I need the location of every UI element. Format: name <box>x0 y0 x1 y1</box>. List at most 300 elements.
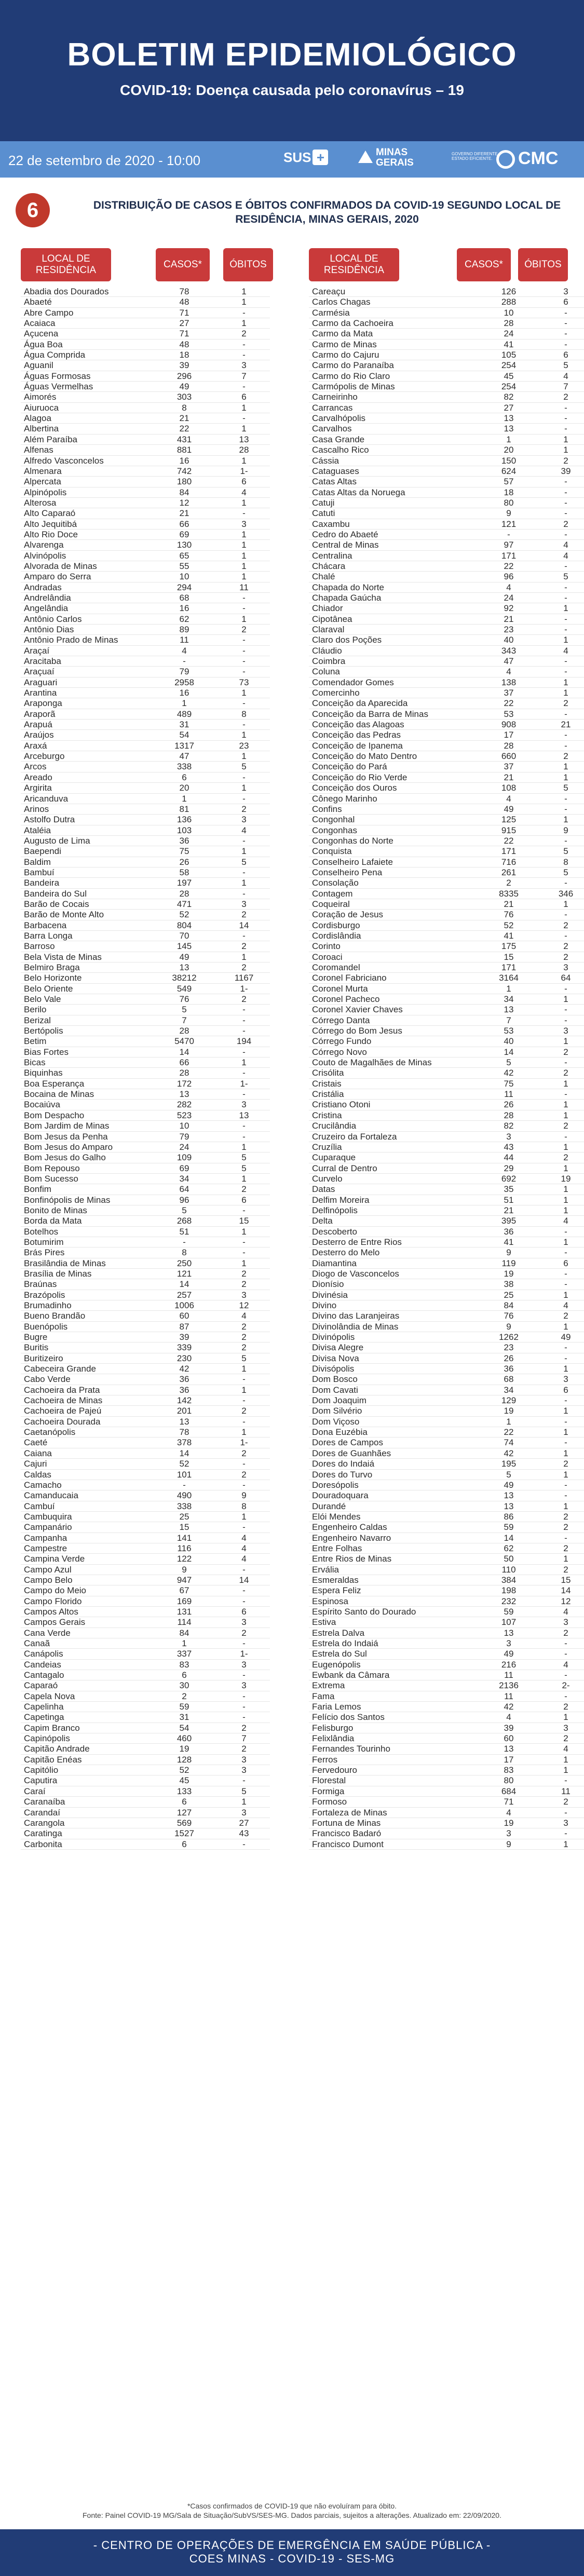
table-row <box>21 688 270 698</box>
cases-count: 65 <box>179 550 189 561</box>
cases-count: 13 <box>504 1490 514 1501</box>
table-row <box>21 1068 270 1078</box>
table-row <box>21 424 270 434</box>
deaths-count: - <box>242 1131 246 1142</box>
municipality-name: Coimbra <box>312 656 346 667</box>
deaths-count: 2 <box>241 1268 247 1279</box>
table-row <box>21 1427 270 1438</box>
cmc-label: CMC <box>518 148 559 168</box>
cases-count: 7 <box>506 1015 511 1025</box>
table-row <box>21 941 270 952</box>
deaths-count: 1- <box>240 983 248 994</box>
deaths-count: 4 <box>241 487 247 497</box>
cases-count: 34 <box>504 1385 514 1395</box>
cases-count: 76 <box>504 1311 514 1321</box>
table-row <box>309 1554 584 1564</box>
cases-count: 51 <box>179 1226 189 1237</box>
municipality-name: Alvinópolis <box>24 550 66 561</box>
table-row <box>309 318 584 329</box>
cases-count: 92 <box>504 603 514 614</box>
cases-count: 4 <box>506 1712 511 1723</box>
deaths-count: 2 <box>563 1733 568 1744</box>
table-row <box>309 1068 584 1078</box>
table-row <box>21 1565 270 1575</box>
cases-count: 145 <box>176 941 192 952</box>
table-row <box>309 1121 584 1131</box>
deaths-count: - <box>564 983 567 994</box>
municipality-name: Campos Gerais <box>24 1617 86 1628</box>
table-row <box>21 1163 270 1174</box>
deaths-count: - <box>242 1047 246 1057</box>
table-row <box>309 530 584 540</box>
deaths-count: 49 <box>561 1332 571 1343</box>
cases-count: 6 <box>182 772 187 782</box>
deaths-count: - <box>564 1089 567 1100</box>
deaths-count: 3 <box>241 1617 247 1628</box>
cases-count: 19 <box>504 1818 514 1828</box>
deaths-count: 3 <box>563 962 568 972</box>
deaths-count: 2 <box>563 1047 568 1057</box>
table-row <box>309 498 584 508</box>
table-row <box>309 1533 584 1543</box>
table-row <box>309 688 584 698</box>
table-row <box>309 867 584 878</box>
municipality-name: Espera Feliz <box>312 1585 361 1596</box>
municipality-name: Diamantina <box>312 1258 357 1268</box>
table-row <box>309 709 584 720</box>
municipality-name: Carmo do Rio Claro <box>312 371 390 381</box>
table-row <box>21 287 270 297</box>
municipality-name: Dom Viçoso <box>312 1416 360 1427</box>
deaths-count: - <box>564 487 567 497</box>
municipality-name: Florestal <box>312 1775 346 1786</box>
table-row <box>21 1132 270 1142</box>
table-row <box>21 867 270 878</box>
table-row <box>21 1026 270 1036</box>
deaths-count: 1 <box>563 994 568 1005</box>
deaths-count: 1 <box>241 688 247 698</box>
cases-count: 14 <box>504 1533 514 1543</box>
deaths-count: 1 <box>241 1142 247 1152</box>
municipality-name: Cachoeira de Pajeú <box>24 1406 102 1416</box>
cases-count: 150 <box>501 455 517 466</box>
table-row <box>309 1205 584 1216</box>
municipality-name: Campina Verde <box>24 1554 85 1564</box>
deaths-count: 3 <box>563 1723 568 1733</box>
cases-count: 13 <box>504 413 514 424</box>
municipality-name: Faria Lemos <box>312 1702 361 1712</box>
deaths-count: - <box>564 1015 567 1025</box>
table-row <box>309 1638 584 1649</box>
deaths-count: 2 <box>563 1068 568 1078</box>
municipality-name: Alto Caparaó <box>24 508 76 519</box>
deaths-count: 11 <box>239 582 249 592</box>
table-row <box>21 530 270 540</box>
cases-count: 180 <box>176 477 192 487</box>
municipality-name: Formoso <box>312 1797 347 1807</box>
table-row <box>309 1797 584 1807</box>
deaths-count: 1 <box>241 318 247 329</box>
municipality-name: Carmésia <box>312 307 350 318</box>
deaths-count: - <box>242 1237 246 1247</box>
cases-count: 5 <box>182 1205 187 1215</box>
municipality-name: Dom Joaquim <box>312 1395 366 1406</box>
cases-count: 30 <box>179 1680 189 1691</box>
municipality-name: Buritis <box>24 1343 49 1353</box>
deaths-count: - <box>242 339 246 349</box>
cases-count: 254 <box>501 360 517 371</box>
deaths-count: 3 <box>563 1374 568 1385</box>
deaths-count: 194 <box>236 1036 252 1047</box>
municipality-name: Belo Vale <box>24 994 61 1005</box>
deaths-count: 2 <box>563 751 568 762</box>
deaths-count: - <box>242 413 246 424</box>
municipality-name: Cana Verde <box>24 1628 71 1638</box>
cases-count: 4 <box>506 582 511 592</box>
municipality-name: Dores do Indaiá <box>312 1459 375 1469</box>
table-row <box>309 1237 584 1248</box>
cases-count: 108 <box>501 783 517 793</box>
deaths-count: 1 <box>241 424 247 434</box>
cases-count: - <box>183 1480 186 1490</box>
municipality-name: Abadia dos Dourados <box>24 287 109 296</box>
cases-count: 82 <box>504 1121 514 1131</box>
deaths-count: 2 <box>563 941 568 952</box>
deaths-count: 15 <box>561 1575 571 1585</box>
municipality-name: Dores de Campos <box>312 1438 384 1448</box>
table-row <box>21 667 270 677</box>
cases-count: 43 <box>504 1142 514 1152</box>
deaths-count: 2 <box>563 1702 568 1712</box>
municipality-name: Alto Jequitibá <box>24 519 77 529</box>
deaths-count: 4 <box>241 1533 247 1543</box>
table-row <box>21 772 270 783</box>
cases-count: 19 <box>504 1406 514 1416</box>
municipality-name: Estrela Dalva <box>312 1628 365 1638</box>
deaths-count: - <box>242 1068 246 1078</box>
table-row <box>309 1174 584 1184</box>
cases-count: 34 <box>504 994 514 1005</box>
cases-count: 22 <box>504 835 514 846</box>
municipality-name: Datas <box>312 1184 335 1195</box>
table-row <box>309 1269 584 1279</box>
deaths-count: 7 <box>241 1733 247 1744</box>
header-banner <box>0 0 584 141</box>
municipality-name: Antônio Dias <box>24 625 74 634</box>
cases-count: 51 <box>504 1195 514 1205</box>
deaths-count: - <box>564 1343 567 1353</box>
municipality-name: Capetinga <box>24 1712 64 1723</box>
cases-count: 133 <box>176 1786 192 1796</box>
municipality-name: Conselheiro Lafaiete <box>312 857 393 867</box>
municipality-name: Centralina <box>312 550 352 561</box>
deaths-count: 4 <box>241 1543 247 1553</box>
municipality-name: Curvelo <box>312 1173 343 1184</box>
municipality-name: Comendador Gomes <box>312 677 394 687</box>
cases-count: 21 <box>179 413 189 424</box>
cases-count: 195 <box>501 1459 517 1469</box>
cases-count: 27 <box>504 402 514 413</box>
municipality-name: Albertina <box>24 424 59 434</box>
municipality-name: Cruzília <box>312 1142 342 1152</box>
table-row <box>309 1596 584 1607</box>
municipality-name: Além Paraíba <box>24 434 77 444</box>
table-row <box>309 794 584 804</box>
municipality-name: Catuti <box>312 508 335 519</box>
cases-count: 80 <box>504 497 514 508</box>
cases-count: 49 <box>504 804 514 814</box>
deaths-count: 5 <box>241 857 247 867</box>
cases-count: 52 <box>179 1459 189 1469</box>
cases-count: 742 <box>176 466 192 476</box>
municipality-name: Congonhas do Norte <box>312 835 393 846</box>
table-row <box>21 677 270 688</box>
deaths-count: - <box>242 698 246 709</box>
deaths-count: 1 <box>563 1469 568 1480</box>
deaths-count: 1 <box>241 1511 247 1522</box>
table-row <box>21 1269 270 1279</box>
cases-count: 254 <box>501 382 517 392</box>
table-row <box>21 456 270 466</box>
cases-count: 28 <box>179 888 189 899</box>
cases-count: 71 <box>179 329 189 339</box>
cases-count: 294 <box>176 582 192 592</box>
table-row <box>309 1438 584 1448</box>
deaths-count: - <box>242 508 246 519</box>
deaths-count: 1 <box>241 455 247 466</box>
table-row <box>309 1258 584 1269</box>
municipality-name: Cônego Marinho <box>312 793 377 804</box>
municipality-name: Dores de Guanhães <box>312 1448 391 1458</box>
municipality-name: Bom Repouso <box>24 1163 80 1173</box>
cases-count: 29 <box>504 1163 514 1173</box>
table-row <box>309 730 584 740</box>
table-row <box>309 1290 584 1300</box>
table-row <box>309 540 584 550</box>
cases-count: 96 <box>504 572 514 582</box>
deaths-count: 2 <box>563 920 568 930</box>
deaths-count: 1 <box>563 1364 568 1374</box>
table-row <box>21 730 270 740</box>
deaths-count: 4 <box>241 1554 247 1564</box>
municipality-name: Cuparaque <box>312 1153 356 1163</box>
municipality-name: Botumirim <box>24 1237 64 1247</box>
deaths-count: 9 <box>241 1490 247 1501</box>
deaths-count: - <box>564 730 567 740</box>
cases-count: 130 <box>176 540 192 550</box>
cases-count: 489 <box>176 709 192 719</box>
municipality-name: Diogo de Vasconcelos <box>312 1268 399 1279</box>
cases-count: 24 <box>504 592 514 603</box>
deaths-count: 3 <box>241 519 247 529</box>
table-row <box>21 1227 270 1237</box>
table-row <box>21 1100 270 1110</box>
deaths-count: 5 <box>563 846 568 857</box>
table-row <box>21 836 270 846</box>
triangle-icon <box>358 151 373 163</box>
municipality-name: Coronel Fabriciano <box>312 973 387 983</box>
municipality-name: Campo Florido <box>24 1596 82 1606</box>
municipality-name: Angelândia <box>24 603 69 614</box>
table-row <box>309 392 584 402</box>
cases-count: 338 <box>176 1501 192 1511</box>
municipality-name: Coqueiral <box>312 899 350 909</box>
table-row <box>309 920 584 931</box>
cases-count: 22 <box>504 698 514 709</box>
municipality-name: Fortuna de Minas <box>312 1818 381 1828</box>
deaths-count: 1 <box>563 677 568 687</box>
deaths-count: 2 <box>563 392 568 402</box>
cases-count: 119 <box>501 1258 516 1268</box>
cases-count: 257 <box>176 1290 192 1300</box>
municipality-name: Felixlândia <box>312 1733 355 1744</box>
municipality-name: Brasília de Minas <box>24 1268 92 1279</box>
municipality-name: Fortaleza de Minas <box>312 1807 387 1818</box>
cmc-logo <box>496 148 558 169</box>
table-row <box>309 1733 584 1744</box>
municipality-name: Capitólio <box>24 1765 59 1775</box>
deaths-count: - <box>564 1807 567 1818</box>
cases-count: 21 <box>504 614 514 624</box>
table-row <box>21 1733 270 1744</box>
municipality-table-right <box>309 287 584 1850</box>
table-row <box>309 487 584 498</box>
deaths-count: - <box>242 1564 246 1575</box>
table-row <box>309 762 584 772</box>
col-header-casos-right: CASOS* <box>457 248 511 281</box>
cases-count: 42 <box>504 1448 514 1458</box>
table-row <box>21 1300 270 1311</box>
table-row <box>21 1290 270 1300</box>
plus-icon: + <box>313 150 328 165</box>
cases-count: 78 <box>179 1427 189 1438</box>
municipality-name: Divinésia <box>312 1290 348 1300</box>
municipality-name: Córrego do Bom Jesus <box>312 1026 402 1036</box>
municipality-name: Antônio Carlos <box>24 614 82 624</box>
deaths-count: - <box>242 667 246 677</box>
deaths-count: - <box>564 1353 567 1363</box>
cases-count: 42 <box>179 1364 189 1374</box>
sus-logo <box>283 150 328 166</box>
table-row <box>309 1227 584 1237</box>
table-row <box>21 1089 270 1100</box>
table-row <box>21 1374 270 1385</box>
table-row <box>21 1649 270 1659</box>
deaths-count: - <box>564 1638 567 1648</box>
deaths-count: - <box>564 1438 567 1448</box>
municipality-name: Córrego Novo <box>312 1047 367 1057</box>
municipality-name: Arceburgo <box>24 751 65 762</box>
table-row <box>21 371 270 382</box>
deaths-count: 6 <box>241 477 247 487</box>
municipality-name: Fama <box>312 1691 335 1701</box>
municipality-name: Conceição do Rio Verde <box>312 772 408 782</box>
cases-count: 59 <box>179 1702 189 1712</box>
cases-count: 37 <box>504 762 514 772</box>
table-row <box>21 382 270 392</box>
deaths-count: 1 <box>563 1078 568 1089</box>
cases-count: 11 <box>504 1670 513 1680</box>
cases-count: 2 <box>182 1691 187 1701</box>
municipality-name: Arapuá <box>24 720 52 730</box>
table-row <box>309 1490 584 1501</box>
cases-count: 31 <box>179 720 189 730</box>
cases-count: 21 <box>504 772 514 782</box>
cases-count: 35 <box>504 1184 514 1195</box>
cases-count: 64 <box>179 1184 189 1195</box>
deaths-count: - <box>564 1490 567 1501</box>
municipality-name: Betim <box>24 1036 47 1047</box>
municipality-name: Bocaiúva <box>24 1100 60 1110</box>
municipality-name: Carandaí <box>24 1807 60 1818</box>
deaths-count: - <box>564 1828 567 1839</box>
table-row <box>21 1142 270 1153</box>
deaths-count: 9 <box>563 825 568 835</box>
cases-count: 42 <box>504 1702 514 1712</box>
cases-count: 82 <box>504 392 514 402</box>
table-row <box>21 1184 270 1195</box>
cases-count: 62 <box>504 1543 514 1553</box>
deaths-count: - <box>564 1775 567 1786</box>
cases-count: 198 <box>501 1585 517 1596</box>
municipality-name: Aguanil <box>24 360 53 371</box>
municipality-name: Bandeira <box>24 878 60 888</box>
deaths-count: 12 <box>239 1300 249 1310</box>
deaths-count: 1 <box>241 952 247 962</box>
deaths-count: - <box>564 307 567 318</box>
table-row <box>21 962 270 973</box>
cases-count: 201 <box>176 1406 192 1416</box>
table-row <box>309 1005 584 1015</box>
cases-count: 38212 <box>172 973 197 983</box>
municipality-name: Barbacena <box>24 920 67 930</box>
deaths-count: - <box>242 1585 246 1596</box>
deaths-count: - <box>564 910 567 920</box>
table-row <box>21 762 270 772</box>
table-row <box>21 1786 270 1797</box>
table-row <box>309 1026 584 1036</box>
table-row <box>21 1216 270 1226</box>
cases-count: 54 <box>179 730 189 740</box>
municipality-name: Dom Bosco <box>312 1374 358 1385</box>
municipality-name: Arantina <box>24 688 57 698</box>
table-row <box>21 519 270 530</box>
municipality-name: Andrelândia <box>24 592 71 603</box>
municipality-name: Buenópolis <box>24 1321 68 1332</box>
table-row <box>21 1638 270 1649</box>
page-title: BOLETIM EPIDEMIOLÓGICO <box>67 37 517 73</box>
table-row <box>309 308 584 318</box>
municipality-name: Areado <box>24 772 52 782</box>
table-row <box>21 751 270 762</box>
municipality-name: Araújos <box>24 730 54 740</box>
table-row <box>21 899 270 910</box>
deaths-count: 1 <box>563 1290 568 1300</box>
cases-count: 8 <box>182 402 187 413</box>
table-row <box>21 1385 270 1395</box>
table-row <box>309 1374 584 1385</box>
cases-count: 39 <box>504 1723 514 1733</box>
table-row <box>309 1036 584 1047</box>
cases-count: 96 <box>179 1195 189 1205</box>
cases-count: 84 <box>179 1628 189 1638</box>
cases-count: 23 <box>504 625 514 634</box>
table-row <box>309 456 584 466</box>
deaths-count: - <box>564 614 567 624</box>
cases-count: 42 <box>504 1068 514 1078</box>
cases-count: 22 <box>504 1427 514 1438</box>
municipality-name: Alfredo Vasconcelos <box>24 455 104 466</box>
